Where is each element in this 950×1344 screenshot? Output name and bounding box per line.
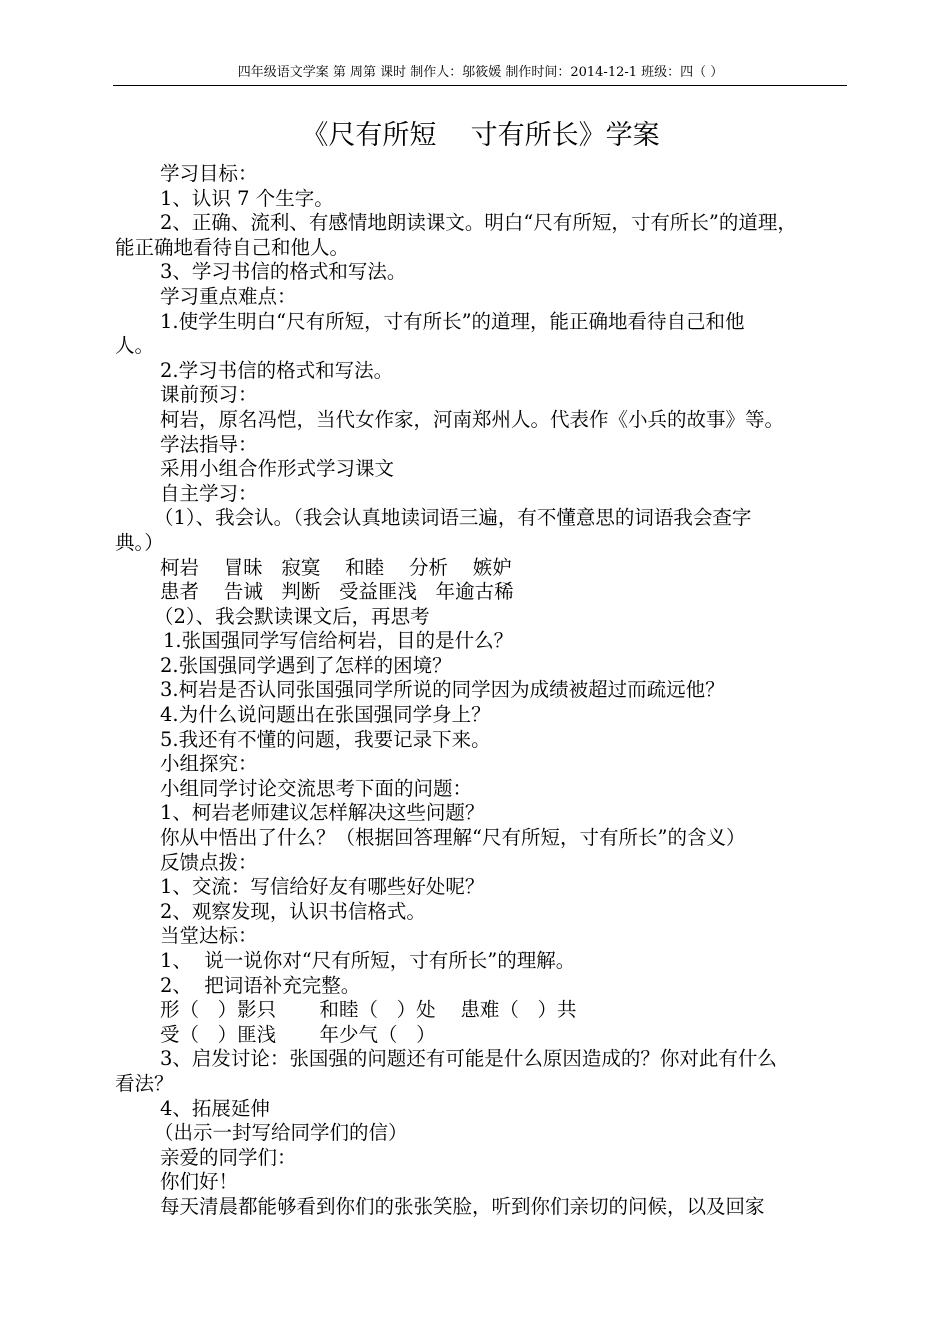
section-heading: 课前预习： <box>160 383 258 407</box>
text-line: （2）、我会默读课文后，再思考 <box>154 604 430 628</box>
text-line: 柯岩，原名冯恺，当代女作家，河南郑州人。代表作《小兵的故事》等。 <box>160 407 785 431</box>
text-line: 4、拓展延伸 <box>160 1096 270 1120</box>
text-line: 3、启发讨论：张国强的问题还有可能是什么原因造成的？你对此有什么 <box>160 1047 777 1071</box>
question-line: 4.为什么说问题出在张国强同学身上？ <box>160 703 491 727</box>
text-line: 1、 说一说你对“尺有所短，寸有所长”的理解。 <box>160 949 576 972</box>
text-line: 2、 把词语补充完整。 <box>160 973 361 997</box>
text-line: （出示一封写给同学们的信） <box>154 1121 408 1145</box>
question-line: 1.张国强同学写信给柯岩，目的是什么？ <box>163 629 514 653</box>
text-line: 你从中悟出了什么？（根据回答理解“尺有所短，寸有所长”的含义） <box>160 826 746 850</box>
question-line: 2.张国强同学遇到了怎样的困境？ <box>160 653 452 677</box>
section-heading: 学习重点难点： <box>160 284 297 308</box>
section-heading: 反馈点拨： <box>160 850 258 874</box>
text-line: 3、学习书信的格式和写法。 <box>160 260 407 284</box>
text-line: 能正确地看待自己和他人。 <box>115 235 350 259</box>
text-line: 2.学习书信的格式和写法。 <box>160 358 394 382</box>
section-heading: 学法指导： <box>160 432 258 456</box>
fill-blank-line: 形（ ）影只 和睦（ ）处 患难（ ）共 <box>160 998 577 1022</box>
text-line: 典。） <box>115 530 164 554</box>
text-line: （1）、我会认。（我会认真地读词语三遍，有不懂意思的词语我会查字 <box>154 506 752 530</box>
text-line: 采用小组合作形式学习课文 <box>160 457 395 481</box>
letter-line: 每天清晨都能够看到你们的张张笑脸，听到你们亲切的问候，以及回家 <box>160 1194 765 1218</box>
text-line: 看法？ <box>115 1071 174 1095</box>
text-line: 1、交流：写信给好友有哪些好处呢？ <box>160 875 485 899</box>
letter-line: 亲爱的同学们： <box>160 1145 297 1169</box>
text-line: 1.使学生明白“尺有所短，寸有所长”的道理，能正确地看待自己和他 <box>160 309 745 333</box>
vocab-line: 柯岩 冒昧 寂寞 和睦 分析 嫉妒 <box>160 555 512 579</box>
text-line: 1、认识 7 个生字。 <box>160 186 334 210</box>
section-heading: 自主学习： <box>160 481 258 505</box>
section-heading: 当堂达标： <box>160 924 258 948</box>
document-title: 《尺有所短 寸有所长》学案 <box>301 120 660 151</box>
text-line: 2、观察发现，认识书信格式。 <box>160 899 426 923</box>
section-heading: 小组探究： <box>160 752 258 776</box>
letter-line: 你们好！ <box>160 1170 239 1194</box>
question-line: 3.柯岩是否认同张国强同学所说的同学因为成绩被超过而疏远他？ <box>160 678 725 702</box>
document-body <box>115 162 850 1220</box>
page-header: 四年级语文学案 第 周第 课时 制作人：邬筱媛 制作时间：2014-12-1 班级：四（ ） <box>237 65 724 80</box>
section-heading: 学习目标： <box>160 162 258 185</box>
question-line: 5.我还有不懂的问题，我要记录下来。 <box>160 727 491 751</box>
text-line: 人。 <box>115 334 155 358</box>
text-line: 小组同学讨论交流思考下面的问题： <box>160 776 473 800</box>
text-line: 1、柯岩老师建议怎样解决这些问题？ <box>160 801 485 825</box>
text-line: 2、正确、流利、有感情地朗读课文。明白“尺有所短，寸有所长”的道理， <box>160 211 797 235</box>
header-rule <box>113 85 847 86</box>
vocab-line: 患者 告诫 判断 受益匪浅 年逾古稀 <box>160 580 514 604</box>
fill-blank-line: 受（ ）匪浅 年少气（ ） <box>160 1022 436 1046</box>
